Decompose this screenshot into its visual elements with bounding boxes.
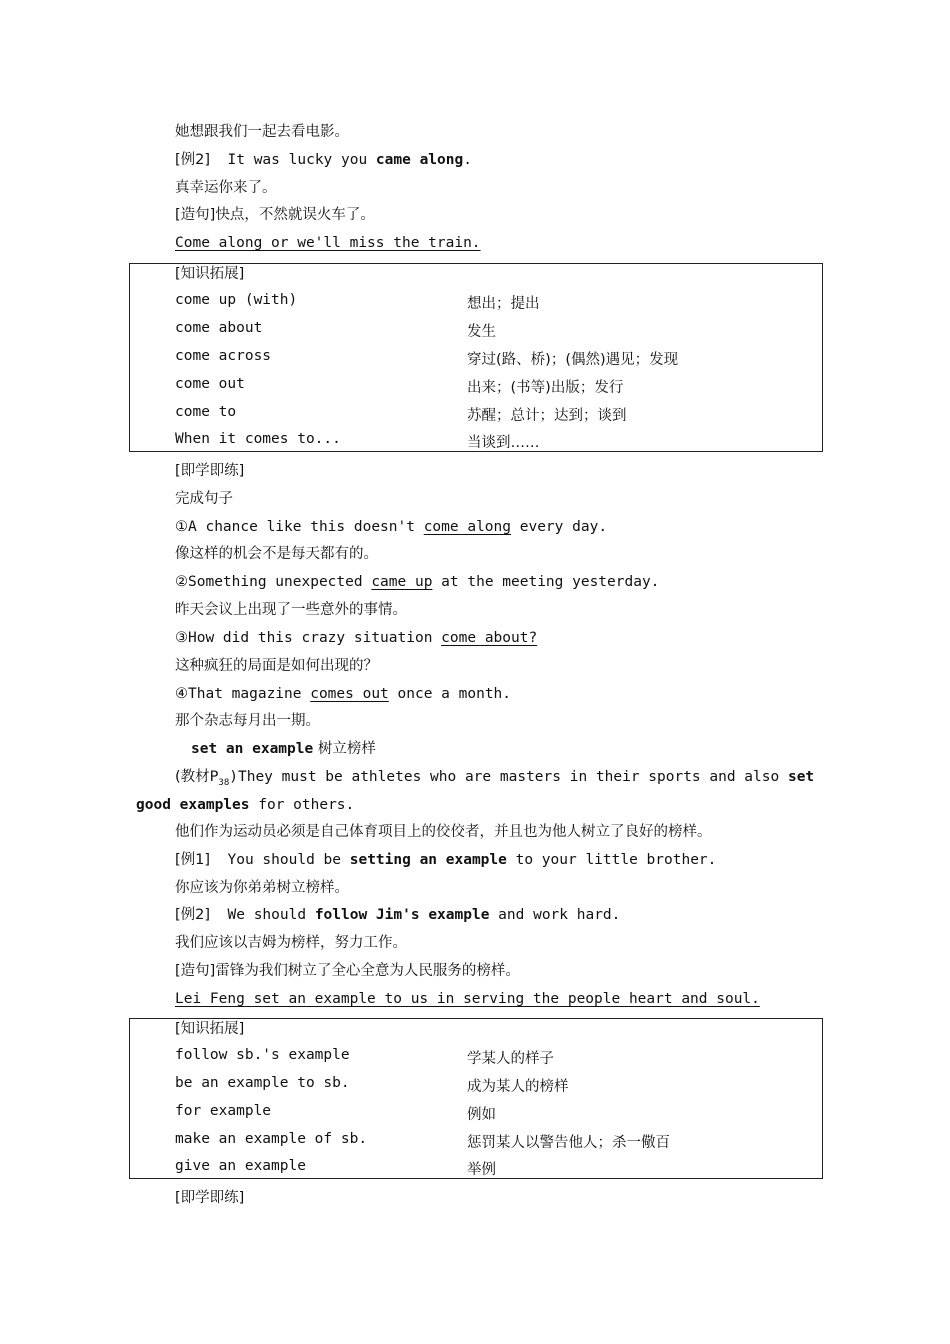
translation-text: 你应该为你弟弟树立榜样。 [175, 880, 349, 896]
translation-text: 真幸运你来了。 [175, 180, 277, 196]
answer-blank: come along [423, 519, 512, 535]
example-tag: [例2] [175, 907, 211, 923]
example-sentence [175, 150, 472, 170]
item-number: ③ [175, 630, 188, 646]
item-text-end: once a month. [388, 686, 512, 702]
example-text: You should be [227, 852, 350, 868]
box-term: make an example of sb. [175, 1131, 368, 1147]
box-meaning: 当谈到…… [467, 435, 540, 451]
box-meaning: 出来；(书等)出版；发行 [467, 380, 624, 396]
example-end: to your little brother. [506, 852, 717, 868]
answer-blank: came up [371, 574, 433, 590]
key-phrase: follow Jim's example [314, 907, 490, 923]
example-text: We should [227, 907, 315, 923]
practice-item [175, 684, 511, 704]
practice-item [175, 628, 537, 648]
box-meaning: 例如 [467, 1107, 496, 1123]
box-term: for example [175, 1103, 272, 1119]
translation-text: 我们应该以吉姆为榜样，努力工作。 [175, 935, 407, 951]
source-sentence-cont [136, 795, 354, 815]
practice-item [175, 572, 659, 592]
answer-blank: come about? [441, 630, 538, 646]
item-text: A chance like this doesn't [188, 519, 424, 535]
phrase-en: set an example [191, 741, 314, 757]
example-text: It was lucky you [227, 152, 376, 168]
sentence-making [175, 205, 375, 225]
item-text: How did this crazy situation [188, 630, 442, 646]
source-text-end: for others. [249, 797, 355, 813]
item-text: Something unexpected [188, 574, 372, 590]
box-meaning: 举例 [467, 1162, 496, 1178]
box-title: [知识拓展] [175, 1021, 245, 1037]
phrase-meaning: 树立榜样 [313, 741, 376, 757]
item-number: ① [175, 519, 188, 535]
box-term: follow sb.'s example [175, 1047, 350, 1063]
practice-title: [即学即练] [175, 463, 245, 479]
box-meaning: 发生 [467, 324, 496, 340]
item-text-end: at the meeting yesterday. [432, 574, 660, 590]
example-sentence [175, 850, 716, 870]
make-answer: Come along or we'll miss the train. [175, 235, 481, 251]
key-phrase: good examples [136, 797, 250, 813]
box-term: When it comes to... [175, 431, 341, 447]
key-phrase: set [787, 769, 815, 785]
example-end: and work hard. [489, 907, 621, 923]
item-text: That magazine [188, 686, 311, 702]
source-tag: (教材P [175, 769, 219, 785]
example-tag: [例2] [175, 152, 211, 168]
item-number: ④ [175, 686, 188, 702]
practice-title: [即学即练] [175, 1190, 245, 1206]
box-term: be an example to sb. [175, 1075, 350, 1091]
box-term: come out [175, 376, 245, 392]
example-end: . [463, 152, 472, 168]
phrase-heading [191, 739, 376, 759]
box-term: come to [175, 404, 237, 420]
box-meaning: 惩罚某人以警告他人；杀一儆百 [467, 1135, 670, 1151]
item-number: ② [175, 574, 188, 590]
make-answer: Lei Feng set an example to us in serving the people heart and soul. [175, 991, 760, 1007]
item-translation: 像这样的机会不是每天都有的。 [175, 546, 378, 562]
make-prompt: 雷锋为我们树立了全心全意为人民服务的榜样。 [215, 963, 520, 979]
item-text-end: every day. [511, 519, 608, 535]
make-prompt: 快点，不然就误火车了。 [215, 207, 375, 223]
answer-blank: comes out [310, 686, 389, 702]
source-tag-close: ) [229, 769, 238, 785]
box-term: come about [175, 320, 263, 336]
source-text: They must be athletes who are masters in their sports and also [237, 769, 788, 785]
box-title: [知识拓展] [175, 266, 245, 282]
make-tag: [造句] [175, 963, 216, 979]
box-meaning: 穿过(路、桥)；(偶然)遇见；发现 [467, 352, 679, 368]
box-meaning: 成为某人的榜样 [467, 1079, 569, 1095]
knowledge-box [129, 1018, 823, 1179]
practice-item [175, 517, 607, 537]
item-translation: 昨天会议上出现了一些意外的事情。 [175, 602, 407, 618]
key-phrase: came along [375, 152, 464, 168]
key-phrase: setting an example [349, 852, 507, 868]
make-tag: [造句] [175, 207, 216, 223]
item-translation: 那个杂志每月出一期。 [175, 713, 320, 729]
example-sentence [175, 905, 620, 925]
practice-instruction: 完成句子 [175, 491, 233, 507]
source-page: 38 [218, 777, 230, 788]
translation-text: 她想跟我们一起去看电影。 [175, 124, 349, 140]
box-term: give an example [175, 1158, 306, 1174]
source-sentence [175, 767, 814, 793]
box-term: come up (with) [175, 292, 298, 308]
item-translation: 这种疯狂的局面是如何出现的？ [175, 658, 378, 674]
box-meaning: 想出；提出 [467, 296, 540, 312]
translation-text: 他们作为运动员必须是自己体育项目上的佼佼者，并且也为他人树立了良好的榜样。 [175, 824, 712, 840]
box-meaning: 苏醒；总计；达到；谈到 [467, 408, 627, 424]
box-meaning: 学某人的样子 [467, 1051, 554, 1067]
box-term: come across [175, 348, 272, 364]
sentence-making [175, 961, 520, 981]
example-tag: [例1] [175, 852, 211, 868]
